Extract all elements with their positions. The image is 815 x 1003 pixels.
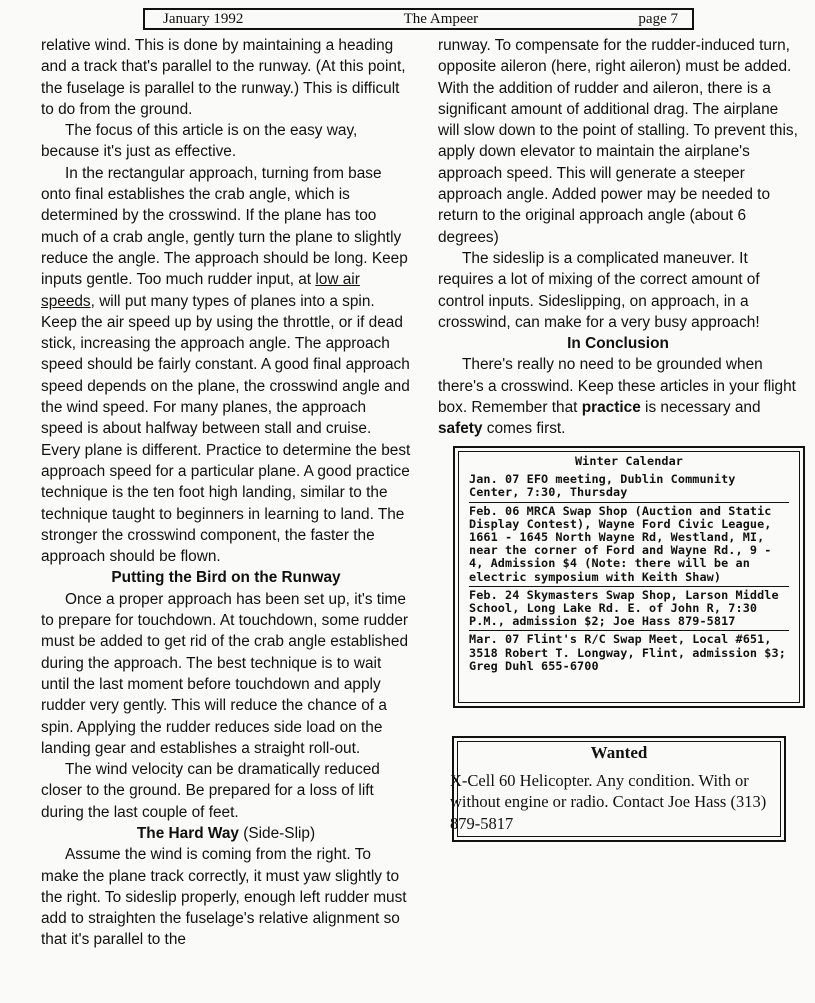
- left-column: [41, 35, 411, 951]
- calendar-item: Mar. 07 Flint's R/C Swap Meet, Local #651, 3518 Robert T. Longway, Flint, admission $3; Greg Duhl 655-6700: [469, 632, 786, 673]
- wanted-box: [452, 736, 786, 842]
- calendar-item: Feb. 06 MRCA Swap Shop (Auction and Static Display Contest), Wayne Ford Civic League, 1661 - 1645 North Wayne Rd, Westland, MI, near the corner of Ford and Wayne Rd., 9 - 4, Admission $4 (Note: there will be an electric symposium with Keith Shaw): [469, 503, 789, 587]
- paragraph: The focus of this article is on the easy way, because it's just as effective.: [41, 122, 358, 161]
- calendar-item: Jan. 07 EFO meeting, Dublin Community Center, 7:30, Thursday: [469, 471, 789, 502]
- paragraph: Once a proper approach has been set up, it's time to prepare for touchdown. At touchdown, some rudder must be added to get rid of the crab angle established during the approach. The best technique is to wait until the last moment before touchdown and apply rudder very gently. This will reduce the chance of a spin. Applying the rudder reduces side load on the landing gear and establishes a straight roll-out.: [41, 590, 409, 757]
- underlined-text: low air speeds: [41, 271, 360, 310]
- calendar-title: Winter Calendar: [574, 454, 684, 468]
- right-column: [438, 35, 798, 440]
- paragraph: In the rectangular approach, turning from base onto final establishes the crab angle, which is determined by the crosswind. If the plane has too much of a crab angle, gently turn the plane to slightly reduce the angle. The approach should be long. Keep inputs gentle. Too much rudder input, at low air speeds, will put many types of planes into a spin. Keep the air speed up by using the throttle, or if dead stick, increasing the approach angle. The approach speed should be fairly constant. A good final approach speed depends on the plane, the crosswind angle and the wind speed. For many planes, the approach speed is about halfway between stall and cruise. Every plane is different. Practice to determine the best approach speed for a particular plane. A good practice technique is the ten foot high landing, similar to the technique taught to beginners in learning to land. The stronger the crosswind component, the faster the approach should be flown.: [41, 164, 411, 566]
- section-heading: Putting the Bird on the Runway: [111, 569, 341, 587]
- wanted-title: Wanted: [590, 743, 648, 762]
- paragraph: There's really no need to be grounded when there's a crosswind. Keep these articles in your flight box. Remember that practice is necessary and safety comes first.: [438, 356, 796, 438]
- winter-calendar-box: [453, 446, 805, 708]
- page-header: [143, 8, 694, 30]
- header-date: January 1992: [163, 10, 244, 27]
- header-page: page 7: [638, 10, 678, 27]
- paragraph: Assume the wind is coming from the right. To make the plane track correctly, it must yaw slightly to the right. To sideslip properly, enough left rudder must add to straighten the fuselage's relative alignment so that it's parallel to the: [41, 846, 407, 949]
- paragraph: The wind velocity can be dramatically reduced closer to the ground. Be prepared for a loss of lift during the last couple of feet.: [41, 761, 380, 821]
- wanted-body: X-Cell 60 Helicopter. Any condition. With or without engine or radio. Contact Joe Hass (313) 879-5817: [450, 770, 767, 833]
- section-heading: The Hard Way (Side-Slip): [136, 824, 316, 842]
- paragraph: relative wind. This is done by maintaining a heading and a track that's parallel to the runway. (At this point, the fuselage is parallel to the runway.) This is difficult to do from the ground.: [41, 37, 406, 118]
- header-title: The Ampeer: [403, 10, 479, 27]
- calendar-item: Feb. 24 Skymasters Swap Shop, Larson Middle School, Long Lake Rd. E. of John R, 7:30 P.M., admission $2; Joe Hass 879-5817: [469, 587, 789, 632]
- section-heading: In Conclusion: [567, 335, 669, 353]
- paragraph: runway. To compensate for the rudder-induced turn, opposite aileron (here, right aileron) must be added. With the addition of rudder and aileron, there is a significant amount of additional drag. The airplane will slow down to the point of stalling. To prevent this, apply down elevator to maintain the airplane's approach speed. This will generate a steeper approach angle. Added power may be needed to return to the original approach angle (about 6 degrees): [438, 37, 798, 246]
- paragraph: The sideslip is a complicated maneuver. It requires a lot of mixing of the correct amount of control inputs. Sideslipping, on approach, in a crosswind, can make for a very busy approach!: [438, 249, 760, 331]
